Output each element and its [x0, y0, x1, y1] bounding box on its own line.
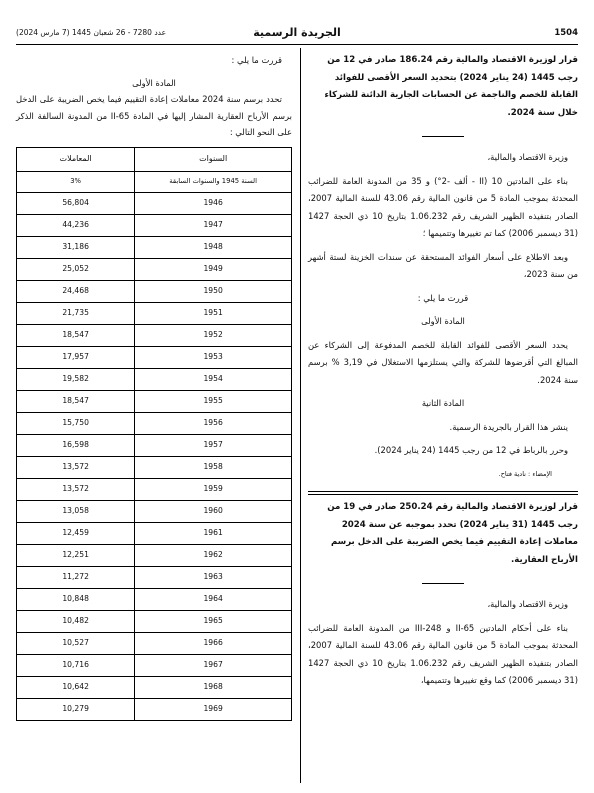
table-row — [17, 192, 292, 214]
table-row — [17, 588, 292, 610]
table-row — [17, 698, 292, 720]
year-cell: 1958 — [135, 456, 292, 478]
coefficient-cell: 10,848 — [17, 588, 135, 610]
table-row — [17, 500, 292, 522]
year-cell: 1968 — [135, 676, 292, 698]
year-cell: 1946 — [135, 192, 292, 214]
table-row — [17, 434, 292, 456]
coefficient-cell: 3% — [17, 171, 135, 192]
decision1-article2-text: ينشر هذا القرار بالجريدة الرسمية. — [449, 421, 568, 432]
right-column — [308, 52, 578, 690]
table-row — [17, 258, 292, 280]
separator-dash — [422, 583, 464, 584]
decision1-minister: وزيرة الاقتصاد والمالية، — [487, 152, 568, 162]
table-row — [17, 171, 292, 192]
table-row — [17, 412, 292, 434]
decision1-preamble-1: بناء على المادتين 10 (II - ألف -2°) و 35 من المدونة العامة للضرائب المحدثة بموجب المادة 5 من قانون المالية رقم 43.06 للسنة المالية 2007، الصادر بتنفيذه الظهير الشريف رقم 1.06.232 بتاريخ 10 ذي الحجة 1427 (31 ديسمبر 2006) كما تم تغييرها وتتميمها ؛ — [308, 175, 578, 238]
table-row — [17, 456, 292, 478]
decision2-article1-heading: المادة الأولى — [132, 77, 176, 88]
left-column — [16, 52, 292, 721]
decision1-decided: قررت ما يلي : — [417, 292, 469, 303]
table-row — [17, 236, 292, 258]
coefficient-cell: 10,482 — [17, 610, 135, 632]
year-cell: 1948 — [135, 236, 292, 258]
decision2-title: قرار لوزيرة الاقتصاد والمالية رقم 250.24 صادر في 19 من رجب 1445 (31 يناير 2024) تحدد بموجبه عن سنة 2024 معاملات إعادة التقييم فيما يخص الضريبة على الدخل برسم الأرباح العقارية. — [327, 502, 578, 565]
year-cell: 1967 — [135, 654, 292, 676]
table-row — [17, 346, 292, 368]
page-number: 1504 — [554, 28, 578, 38]
coefficient-cell: 11,272 — [17, 566, 135, 588]
coefficient-cell: 10,642 — [17, 676, 135, 698]
coefficient-cell: 25,052 — [17, 258, 135, 280]
coefficient-cell: 10,279 — [17, 698, 135, 720]
coefficient-cell: 44,236 — [17, 214, 135, 236]
coefficient-cell: 12,459 — [17, 522, 135, 544]
table-row — [17, 478, 292, 500]
column-header-years: السنوات — [135, 147, 292, 171]
table-row — [17, 280, 292, 302]
decision1-signature: الإمضاء : نادية فتاح. — [498, 469, 552, 478]
coefficient-cell: 16,598 — [17, 434, 135, 456]
year-cell: 1965 — [135, 610, 292, 632]
decision2-preamble-1: بناء على أحكام المادتين II-65 و III-248 من المدونة العامة للضرائب المحدثة بموجب المادة 5 من قانون المالية رقم 43.06 للسنة المالية 2007، الصادر بتنفيذه الظهير الشريف رقم 1.06.232 بتاريخ 10 ذي الحجة 1427 (31 ديسمبر 2006) كما وقع تغييرها وتتميمها، — [308, 622, 578, 685]
year-cell: السنة 1945 والسنوات السابقة — [135, 171, 292, 192]
year-cell: 1950 — [135, 280, 292, 302]
coefficient-cell: 17,957 — [17, 346, 135, 368]
decision1-title: قرار لوزيرة الاقتصاد والمالية رقم 186.24 صادر في 12 من رجب 1445 (24 يناير 2024) بتحديد السعر الأقصى للفوائد القابلة للخصم والناجمة عن الحسابات الجارية الدائنة للشركاء خلال سنة 2024. — [324, 55, 578, 118]
year-cell: 1951 — [135, 302, 292, 324]
year-cell: 1954 — [135, 368, 292, 390]
coefficient-cell: 21,735 — [17, 302, 135, 324]
table-row — [17, 522, 292, 544]
year-cell: 1960 — [135, 500, 292, 522]
table-row — [17, 676, 292, 698]
table-row — [17, 368, 292, 390]
coefficient-cell: 56,804 — [17, 192, 135, 214]
decision1-article1-heading: المادة الأولى — [421, 316, 465, 326]
table-row — [17, 302, 292, 324]
table-row — [17, 324, 292, 346]
table-row — [17, 544, 292, 566]
table-row — [17, 654, 292, 676]
table-row — [17, 610, 292, 632]
decision1-preamble-2: وبعد الاطلاع على أسعار الفوائد المستحقة عن سندات الخزينة لستة أشهر من سنة 2023، — [308, 251, 578, 279]
year-cell: 1956 — [135, 412, 292, 434]
column-header-coefficients: المعاملات — [17, 147, 135, 171]
coefficient-cell: 18,547 — [17, 324, 135, 346]
year-cell: 1963 — [135, 566, 292, 588]
table-row — [17, 632, 292, 654]
table-body — [17, 171, 292, 720]
coefficient-cell: 13,572 — [17, 456, 135, 478]
coefficient-cell: 18,547 — [17, 390, 135, 412]
year-cell: 1955 — [135, 390, 292, 412]
decision2-decided: قررت ما يلي : — [231, 55, 282, 65]
year-cell: 1957 — [135, 434, 292, 456]
table-header-row — [17, 147, 292, 171]
decision1-article2-heading: المادة الثانية — [421, 398, 465, 408]
year-cell: 1949 — [135, 258, 292, 280]
decision1-article1-text: يحدد السعر الأقصى للفوائد القابلة للخصم المدفوعة إلى الشركاء عن المبالغ التي أقرضوها للشركة والتي يستلزمها الاستغلال في 3,19 % برسم سنة 2024. — [308, 339, 578, 385]
year-cell: 1964 — [135, 588, 292, 610]
year-cell: 1962 — [135, 544, 292, 566]
header-rule — [16, 44, 578, 45]
table-row — [17, 566, 292, 588]
coefficient-cell: 12,251 — [17, 544, 135, 566]
coefficient-cell: 10,527 — [17, 632, 135, 654]
year-cell: 1952 — [135, 324, 292, 346]
year-cell: 1959 — [135, 478, 292, 500]
table-row — [17, 214, 292, 236]
coefficient-cell: 24,468 — [17, 280, 135, 302]
year-cell: 1953 — [135, 346, 292, 368]
decision2-minister: وزيرة الاقتصاد والمالية، — [487, 599, 568, 609]
decision2-article1-text: تحدد برسم سنة 2024 معاملات إعادة التقييم فيما يخص الضريبة على الدخل برسم الأرباح العقارية المشار إليها في المادة 65-II من المدونة السالفة الذكر على النحو التالي : — [16, 94, 292, 137]
coefficient-cell: 19,582 — [17, 368, 135, 390]
journal-title: الجريدة الرسمية — [253, 26, 341, 39]
year-cell: 1947 — [135, 214, 292, 236]
decision1-done-at: وحرر بالرباط في 12 من رجب 1445 (24 يناير 2024). — [374, 445, 568, 455]
year-cell: 1961 — [135, 522, 292, 544]
coefficient-cell: 15,750 — [17, 412, 135, 434]
table-row — [17, 390, 292, 412]
coefficients-table — [16, 147, 292, 721]
section-separator — [308, 491, 578, 495]
year-cell: 1969 — [135, 698, 292, 720]
column-divider — [300, 48, 301, 783]
coefficient-cell: 31,186 — [17, 236, 135, 258]
coefficient-cell: 10,716 — [17, 654, 135, 676]
coefficient-cell: 13,058 — [17, 500, 135, 522]
issue-info: عدد 7280 - 26 شعبان 1445 (7 مارس 2024) — [16, 28, 167, 37]
separator-dash — [422, 136, 464, 137]
year-cell: 1966 — [135, 632, 292, 654]
coefficient-cell: 13,572 — [17, 478, 135, 500]
